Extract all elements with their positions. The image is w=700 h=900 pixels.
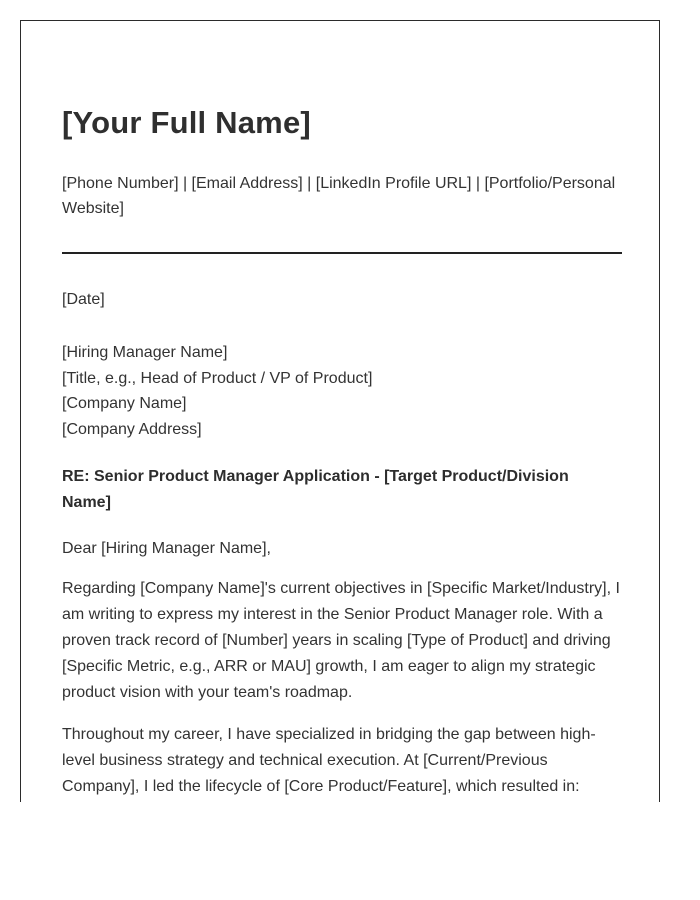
contact-line: [Phone Number] | [Email Address] | [LinkedIn Profile URL] | [Portfolio/Personal Website] [62,175,616,217]
applicant-name: [Your Full Name] [62,105,311,140]
subject-line: RE: Senior Product Manager Application - [Target Product/Division Name] [62,468,569,512]
recipient-company: [Company Name] [62,395,187,413]
recipient-block [62,340,622,442]
letter-content [62,107,622,800]
header-divider [62,252,622,254]
body-paragraph-1: Regarding [Company Name]'s current objectives in [Specific Market/Industry], I am writing to express my interest in the Senior Product Manager role. With a proven track record of [Number] years in scaling [Type of Product] and driving [Specific Metric, e.g., ARR or MAU] growth, I am eager to align my strategic product vision with your team's roadmap. [62,580,620,702]
recipient-address: [Company Address] [62,420,202,438]
recipient-name: [Hiring Manager Name] [62,344,228,361]
body-paragraph-2: Throughout my career, I have specialized in bridging the gap between high-level business strategy and technical execution. At [Current/Previous Company], I led the lifecycle of [Core Product/Feature], which resulted in: [62,726,596,796]
recipient-title: [Title, e.g., Head of Product / VP of Product] [62,369,373,387]
letter-page [20,20,660,802]
salutation: Dear [Hiring Manager Name], [62,540,271,558]
letter-date: [Date] [62,291,105,308]
